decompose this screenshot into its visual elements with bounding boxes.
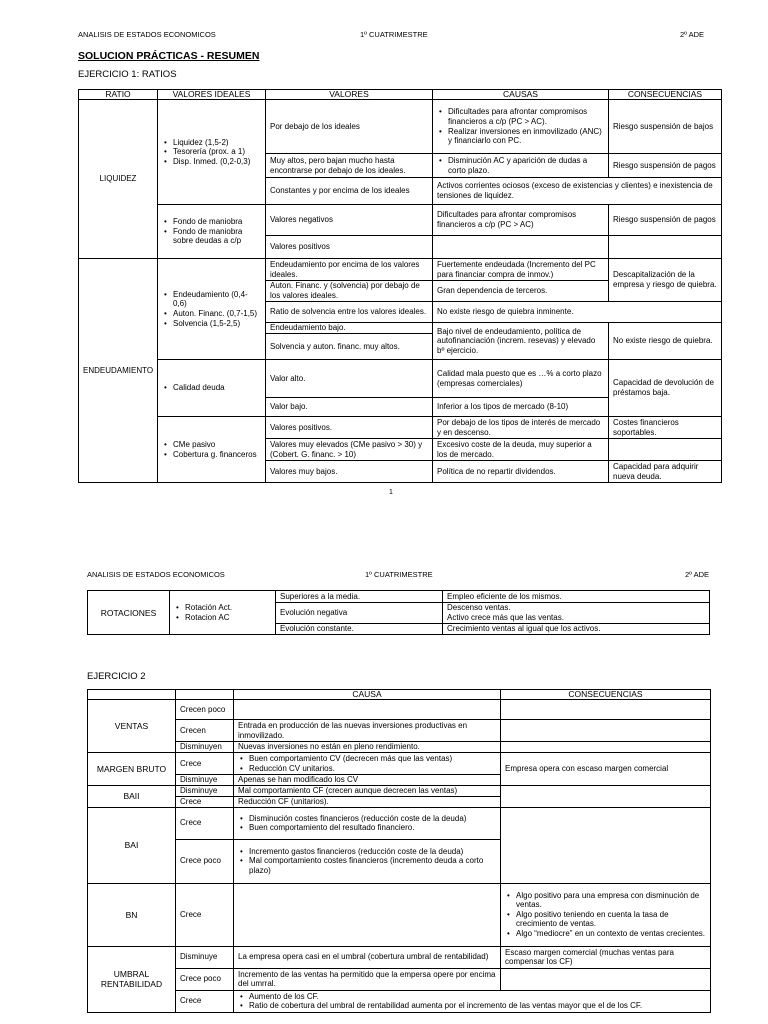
- causa-cell: [234, 883, 501, 946]
- col-consecuencias: CONSECUENCIAS: [501, 690, 711, 700]
- concepto-ventas: VENTAS: [88, 700, 176, 753]
- list-item: • Rotación Act.: [174, 603, 271, 613]
- table-row: [88, 786, 711, 797]
- consecuencia-cell: Costes financieros soportables.: [609, 417, 722, 439]
- consecuencia-cell: [501, 786, 711, 808]
- list-item: • Rotacion AC: [174, 613, 271, 623]
- valor-cell: Valores muy bajos.: [266, 461, 433, 483]
- list-item: • Cobertura g. financeros: [162, 450, 261, 460]
- list-item: • Fondo de maniobra: [162, 217, 261, 227]
- header-right: 2º ADE: [685, 570, 710, 579]
- ideales-cell: [158, 100, 266, 205]
- col-concepto: [88, 690, 176, 700]
- valor-cell: Endeudamiento bajo.: [266, 323, 433, 334]
- causa-cell: [433, 100, 609, 154]
- ideales-cell: [158, 417, 266, 483]
- list-item: • Auton. Financ. (0,7-1,5): [162, 309, 261, 319]
- valor-cell: Muy altos, pero bajan mucho hasta encontrarse por debajo de los ideales.: [266, 154, 433, 178]
- causa-cell: Empleo eficiente de los mismos.: [443, 591, 710, 603]
- evolucion-cell: Crece: [176, 807, 234, 839]
- concepto-margen-bruto: MARGEN BRUTO: [88, 753, 176, 786]
- table-row: [79, 417, 722, 439]
- causa-cell: Fuertemente endeudada (Incremento del PC para financiar compra de inmov.): [433, 259, 609, 281]
- ideales-cell: [158, 259, 266, 360]
- evolucion-cell: Crece: [176, 753, 234, 775]
- causa-line: Descenso ventas.: [447, 603, 511, 612]
- consecuencia-cell: Riesgo suspensión de pagos: [609, 154, 722, 178]
- list-item: • Disminución AC y aparición de dudas a corto plazo.: [437, 156, 604, 175]
- concepto-bai: BAI: [88, 807, 176, 883]
- consecuencia-cell: [609, 236, 722, 259]
- list-item: • CMe pasivo: [162, 440, 261, 450]
- ratio-endeudamiento: ENDEUDAMIENTO: [79, 259, 158, 483]
- valor-cell: Evolución negativa: [276, 603, 443, 624]
- list-item: • Buen comportamiento CV (decrecen más que las ventas): [238, 754, 496, 764]
- causa-cell: Crecimiento ventas al igual que los activos.: [443, 624, 710, 635]
- evolucion-cell: Crece: [176, 883, 234, 946]
- header-center: 1º CUATRIMESTRE: [365, 570, 433, 579]
- valor-cell: Solvencia y auton. financ. muy altos.: [266, 334, 433, 360]
- list-item: • Mal comportamiento costes financieros (incremento deuda a corto plazo): [238, 856, 496, 875]
- concepto-bn: BN: [88, 883, 176, 946]
- consecuencia-cell: [501, 807, 711, 883]
- causa-cell: [234, 839, 501, 883]
- list-item: • Aumento de los CF.: [238, 992, 706, 1002]
- valor-cell: Valor alto.: [266, 360, 433, 398]
- table-row: [88, 990, 711, 1012]
- valor-cell: Ratio de solvencia entre los valores ideales.: [266, 302, 433, 323]
- consecuencia-cell: Capacidad para adquirir nueva deuda.: [609, 461, 722, 483]
- table-row: [79, 100, 722, 154]
- table-row: [79, 205, 722, 236]
- causa-cell: Reducción CF (unitarios).: [234, 797, 501, 808]
- page-title: SOLUCION PRÁCTICAS - RESUMEN: [78, 50, 260, 62]
- concepto-umbral-rentabilidad: UMBRAL RENTABILIDAD: [88, 946, 176, 1012]
- list-item: • Liquidez (1,5-2): [162, 138, 261, 148]
- list-item: • Ratio de cobertura del umbral de rentabilidad aumenta por el incremento de las ventas mayor que el de los CF.: [238, 1001, 706, 1011]
- list-item: • Dificultades para afrontar compromisos financieros a c/p (PC > AC).: [437, 107, 604, 126]
- valor-cell: Constantes y por encima de los ideales: [266, 178, 433, 205]
- consecuencia-cell: Descapitalización de la empresa y riesgo de quiebra.: [609, 259, 722, 302]
- ideales-cell: [170, 591, 276, 635]
- consecuencia-cell: No existe riesgo de quiebra.: [609, 323, 722, 360]
- consecuencia-cell: Riesgo suspensión de pagos: [609, 205, 722, 236]
- causa-cell: [433, 154, 609, 178]
- causa-cell: Incremento de las ventas ha permitido que la empersa opere por encima del umrral.: [234, 968, 501, 990]
- valor-cell: Valores muy elevados (CMe pasivo > 30) y (Cobert. G. financ. > 10): [266, 439, 433, 461]
- table-row: [88, 753, 711, 775]
- exercise-2-heading: EJERCICIO 2: [87, 671, 146, 682]
- col-ratio: RATIO: [79, 90, 158, 100]
- consecuencia-cell: Riesgo suspensión de bajos: [609, 100, 722, 154]
- causa-cell: Por debajo de los tipos de interés de mercado y en descenso.: [433, 417, 609, 439]
- list-item: • Solvencia (1,5-2,5): [162, 319, 261, 329]
- valor-cell: Valores positivos.: [266, 417, 433, 439]
- list-item: • Tesorería (prox. a 1): [162, 147, 261, 157]
- list-item: • Algo “mediocre” en un contexto de ventas crecientes.: [505, 929, 706, 939]
- causa-cell: [443, 603, 710, 624]
- exercise-1-heading: EJERCICIO 1: RATIOS: [78, 69, 177, 80]
- consecuencia-cell: [501, 720, 711, 742]
- consecuencia-cell: [501, 968, 711, 990]
- causa-cell: Mal comportamiento CF (crecen aunque decrecen las ventas): [234, 786, 501, 797]
- list-item: • Algo positivo teniendo en cuenta la tasa de crecimiento de ventas.: [505, 910, 706, 929]
- exercise-2-table: [87, 689, 711, 1013]
- causa-cell: [433, 236, 609, 259]
- header-left: ANALISIS DE ESTADOS ECONOMICOS: [78, 30, 216, 39]
- ratios-table: [78, 89, 722, 483]
- causa-cell: Apenas se han modificado los CV: [234, 775, 501, 786]
- causa-cell: Activos corrientes ociosos (exceso de existencias y clientes) e inexistencia de tensiones de liquidez.: [433, 178, 722, 205]
- valor-cell: Valores positivos: [266, 236, 433, 259]
- evolucion-cell: Crece: [176, 990, 234, 1012]
- list-item: • Algo positivo para una empresa con disminución de ventas.: [505, 891, 706, 910]
- table-row: [88, 968, 711, 990]
- causa-cell: [234, 700, 501, 720]
- evolucion-cell: Disminuye: [176, 946, 234, 968]
- table-row: [88, 742, 711, 753]
- causa-cell: [234, 753, 501, 775]
- list-item: • Disminución costes financieros (reducción coste de la deuda): [238, 814, 496, 824]
- valor-cell: Valores negativos: [266, 205, 433, 236]
- ratio-liquidez: LIQUIDEZ: [79, 100, 158, 259]
- valor-cell: Auton. Financ. y (solvencia) por debajo de los valores ideales.: [266, 281, 433, 302]
- causa-cell: Calidad mala puesto que es …% a corto plazo (empresas comerciales): [433, 360, 609, 398]
- causa-cell: Política de no repartir dividendos.: [433, 461, 609, 483]
- causa-cell: La empresa opera casi en el umbral (cobertura umbral de rentabilidad): [234, 946, 501, 968]
- header-right: 2º ADE: [680, 30, 705, 39]
- list-item: • Fondo de maniobra sobre deudas a c/p: [162, 227, 261, 246]
- ideales-cell: [158, 360, 266, 417]
- table-row: [79, 259, 722, 281]
- list-item: • Buen comportamiento del resultado financiero.: [238, 823, 496, 833]
- table-row: [88, 591, 710, 603]
- consecuencia-cell: Capacidad de devolución de préstamos baja.: [609, 360, 722, 417]
- concepto-baii: BAII: [88, 786, 176, 808]
- valor-cell: Valor bajo.: [266, 398, 433, 417]
- col-consecuencias: CONSECUENCIAS: [609, 90, 722, 100]
- ideales-cell: [158, 205, 266, 259]
- causa-cell: Nuevas inversiones no están en pleno rendimiento.: [234, 742, 501, 753]
- evolucion-cell: Disminuyen: [176, 742, 234, 753]
- evolucion-cell: Crece poco: [176, 968, 234, 990]
- causa-cell: Dificultades para afrontar compromisos financieros a c/p (PC > AC): [433, 205, 609, 236]
- consecuencia-cell: Escaso margen comercial (muchas ventas para compensar los CF): [501, 946, 711, 968]
- list-item: • Reducción CV unitarios.: [238, 764, 496, 774]
- causa-cell: [234, 990, 711, 1012]
- evolucion-cell: Crecen poco: [176, 700, 234, 720]
- valor-cell: Superiores a la media.: [276, 591, 443, 603]
- list-item: • Incremento gastos financieros (reducción coste de la deuda): [238, 847, 496, 857]
- page-2: [0, 556, 768, 1024]
- causa-cell: Bajo nivel de endeudamiento, política de autofinanciación (increm. resevas) y elevado bº ejercicio.: [433, 323, 609, 360]
- col-causa: CAUSA: [234, 690, 501, 700]
- evolucion-cell: Crece poco: [176, 839, 234, 883]
- table-row: [79, 360, 722, 398]
- header-left: ANALISIS DE ESTADOS ECONOMICOS: [87, 570, 225, 579]
- col-valores: VALORES: [266, 90, 433, 100]
- valor-cell: Evolución constante.: [276, 624, 443, 635]
- col-causas: CAUSAS: [433, 90, 609, 100]
- ej2-header-row: [88, 690, 711, 700]
- causa-cell: Gran dependencia de terceros.: [433, 281, 609, 302]
- ratio-rotaciones: ROTACIONES: [88, 591, 170, 635]
- table-row: [88, 883, 711, 946]
- ratios-header-row: [79, 90, 722, 100]
- causa-cell: Inferior a los tipos de mercado (8-10): [433, 398, 609, 417]
- causa-line: Activo crece más que las ventas.: [447, 613, 564, 622]
- list-item: • Realizar inversiones en inmovilizado (ANC) y financiarlo con PC.: [437, 127, 604, 146]
- consecuencia-cell: [501, 742, 711, 753]
- causa-cell: No existe riesgo de quiebra inminente.: [433, 302, 722, 323]
- valor-cell: Endeudamiento por encima de los valores ideales.: [266, 259, 433, 281]
- valor-cell: Por debajo de los ideales: [266, 100, 433, 154]
- col-evolucion: [176, 690, 234, 700]
- consecuencia-cell: Empresa opera con escaso margen comercial: [501, 753, 711, 786]
- table-row: [88, 946, 711, 968]
- consecuencia-cell: [609, 439, 722, 461]
- list-item: • Disp. Inmed. (0,2-0,3): [162, 157, 261, 167]
- rotaciones-table: [87, 590, 710, 635]
- col-valores-ideales: VALORES IDEALES: [158, 90, 266, 100]
- evolucion-cell: Crecen: [176, 720, 234, 742]
- list-item: • Endeudamiento (0,4-0,6): [162, 290, 261, 309]
- evolucion-cell: Crece: [176, 797, 234, 808]
- list-item: • Calidad deuda: [162, 383, 261, 393]
- causa-cell: Excesivo coste de la deuda, muy superior a los de mercado.: [433, 439, 609, 461]
- causa-cell: Entrada en producción de las nuevas inversiones productivas en inmovilizado.: [234, 720, 501, 742]
- table-row: [88, 700, 711, 720]
- consecuencia-cell: [501, 883, 711, 946]
- causa-cell: [234, 807, 501, 839]
- evolucion-cell: Disminuye: [176, 775, 234, 786]
- header-center: 1º CUATRIMESTRE: [360, 30, 428, 39]
- evolucion-cell: Disminuye: [176, 786, 234, 797]
- consecuencia-cell: [501, 700, 711, 720]
- table-row: [88, 720, 711, 742]
- table-row: [88, 807, 711, 839]
- page-number: 1: [389, 489, 393, 496]
